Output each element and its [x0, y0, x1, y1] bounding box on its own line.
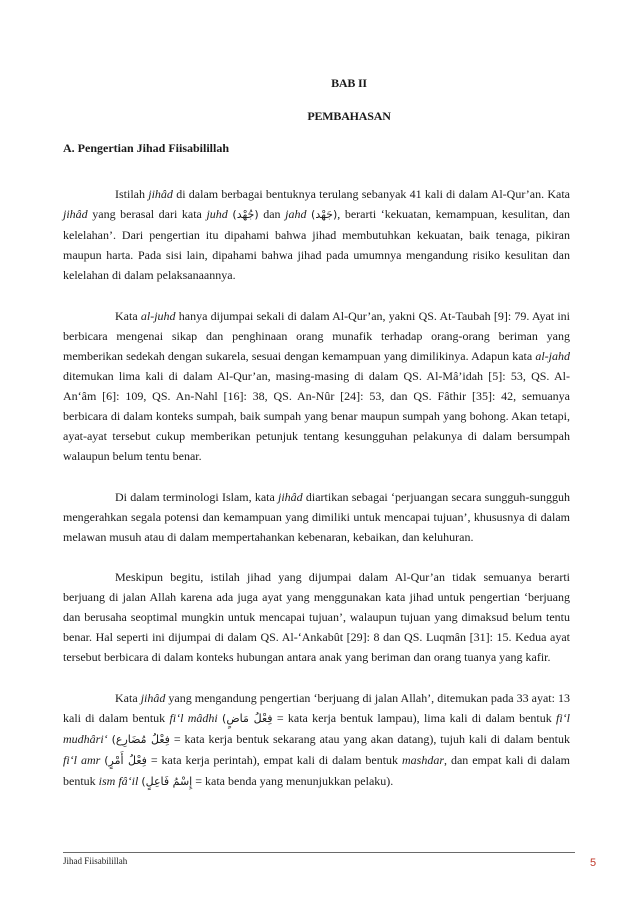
paragraph-4: Meskipun begitu, istilah jihad yang dijumpai dalam Al-Qur’an tidak semuanya berarti berjuang di jalan Allah karena ada juga ayat yang menggunakan kata jihad untuk pengertian ‘berjuang dan berusaha seoptimal mungkin untuk mencapai tujuan’, walaupun tujuan yang dimaksud belum tentu benar. Hal seperti ini dijumpai di dalam QS. Al-‘Ankabût [29]: 8 dan QS. Luqmân [31]: 15. Kedua ayat tersebut berbicara di dalam konteks hubungan antara anak yang beriman dan orang tuanya yang kafir.: [63, 570, 570, 665]
arabic-jahd: (جَهْد): [311, 208, 338, 222]
paragraph-2: Kata al-juhd hanya dijumpai sekali di dalam Al-Qur’an, yakni QS. At-Taubah [9]: 79. Ayat ini berbicara mengenai sikap dan penghinaan orang munafik terhadap orang-orang beriman yang memberikan sedekah dengan sukarela, sesuai dengan kemampuan yang dimilikinya. Adapun kata al-jahd ditemukan lima kali di dalam Al-Qur’an, masing-masing di dalam QS. Al-Mâ’idah [5]: 53, QS. Al-An‘âm [6]: 109, QS. An-Nahl [16]: 38, QS. An-Nûr [24]: 53, dan QS. Fâthir [35]: 42, semuanya berbicara di dalam konteks sumpah, baik sumpah yang benar maupun sumpah yang bohong. Akan tetapi, ayat-ayat tersebut cukup memberikan petunjuk tentang kesungguhan pelakunya di dalam bersumpah walaupun belum tentu benar.: [63, 308, 571, 464]
footer-divider: [63, 852, 575, 853]
footer-title: Jihad Fiisabilillah: [63, 856, 128, 866]
chapter-title: PEMBAHASAN: [307, 109, 391, 123]
arabic-fil-mudhari: (فِعْلُ مُضَارِع: [111, 732, 170, 746]
arabic-fil-amr: (فِعْلُ أَمْرٍ: [104, 754, 147, 767]
arabic-juhd: (جُهْد): [232, 208, 259, 222]
paragraph-1: Istilah jihâd di dalam berbagai bentuknya terulang sebanyak 41 kali di dalam Al-Qur’an. Kata jihâd yang berasal dari kata juhd (جُهْد) dan jahd (جَهْد), berarti ‘kekuatan, kemampuan, kesulitan, dan kelelahan’. Dari pengertian itu dipahami bahwa jihad membutuhkan kekuatan, baik tenaga, pikiran maupun harta. Pada sisi lain, dipahami bahwa jihad pada umumnya mengandung risiko kesulitan dan kelelahan di dalam pelaksanaannya.: [63, 187, 571, 283]
arabic-ism-fail: (إِسْمُ فَاعِلٍ: [141, 775, 193, 789]
paragraph-5: Kata jihâd yang mengandung pengertian ‘berjuang di jalan Allah’, ditemukan pada 33 ayat: 13 kali di dalam bentuk fi‘l mâdhi (فِعْلُ مَاضٍ = kata kerja bentuk lampau), lima kali di dalam bentuk fi‘l mudhâri‘ (فِعْلُ مُضَارِع = kata kerja bentuk sekarang atau yang akan datang), tujuh kali di dalam bentuk fi‘l amr (فِعْلُ أَمْرٍ = kata kerja perintah), empat kali di dalam bentuk mashdar, dan empat kali di dalam bentuk ism fâ‘il (إِسْمُ فَاعِلٍ = kata benda yang menunjukkan pelaku).: [63, 690, 571, 789]
section-heading: A. Pengertian Jihad Fiisabilillah: [63, 141, 230, 155]
chapter-heading: BAB II: [331, 76, 367, 90]
page-number: 5: [590, 857, 597, 869]
paragraph-3: Di dalam terminologi Islam, kata jihâd diartikan sebagai ‘perjuangan secara sungguh-sungguh mengerahkan segala potensi dan kemampuan yang dimiliki untuk mencapai tujuan’, khususnya di dalam melawan musuh atau di dalam mempertahankan kebenaran, kebaikan, dan keluhuran.: [63, 489, 570, 544]
arabic-fil-madhi: (فِعْلُ مَاضٍ: [222, 711, 273, 725]
body-text: [63, 184, 570, 812]
